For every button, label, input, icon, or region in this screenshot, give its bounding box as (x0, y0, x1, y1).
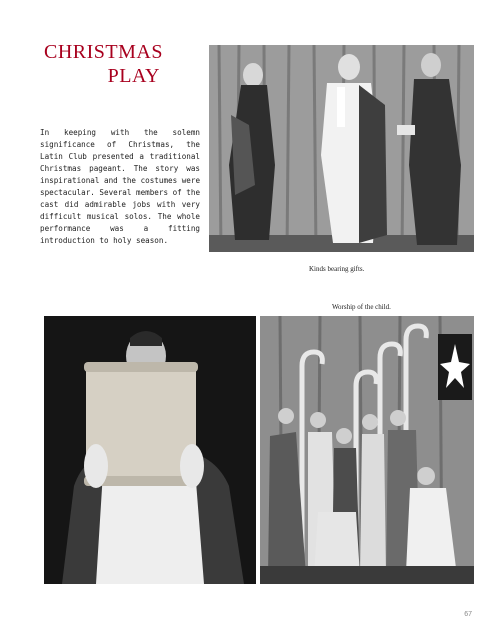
worship-caption: Worship of the child. (332, 303, 391, 311)
page-number: 67 (464, 611, 472, 618)
title-line-1: CHRISTMAS (44, 41, 163, 63)
kings-photo (209, 45, 474, 252)
worship-photo (260, 316, 474, 584)
article-text: In keeping with the solemn significance of Christmas, the Latin Club presented a traditional Christmas pageant. The story was inspirational and the costumes were spectacular. Several members of the cast did admirable jobs with very difficult musical solos. The whole performance was a fitting introduction to holy season. (40, 128, 201, 245)
page-title (44, 40, 163, 88)
scroll-reader-photo (44, 316, 256, 584)
title-line-2: PLAY (107, 65, 160, 87)
kings-caption: Kinds bearing gifts. (309, 265, 365, 273)
